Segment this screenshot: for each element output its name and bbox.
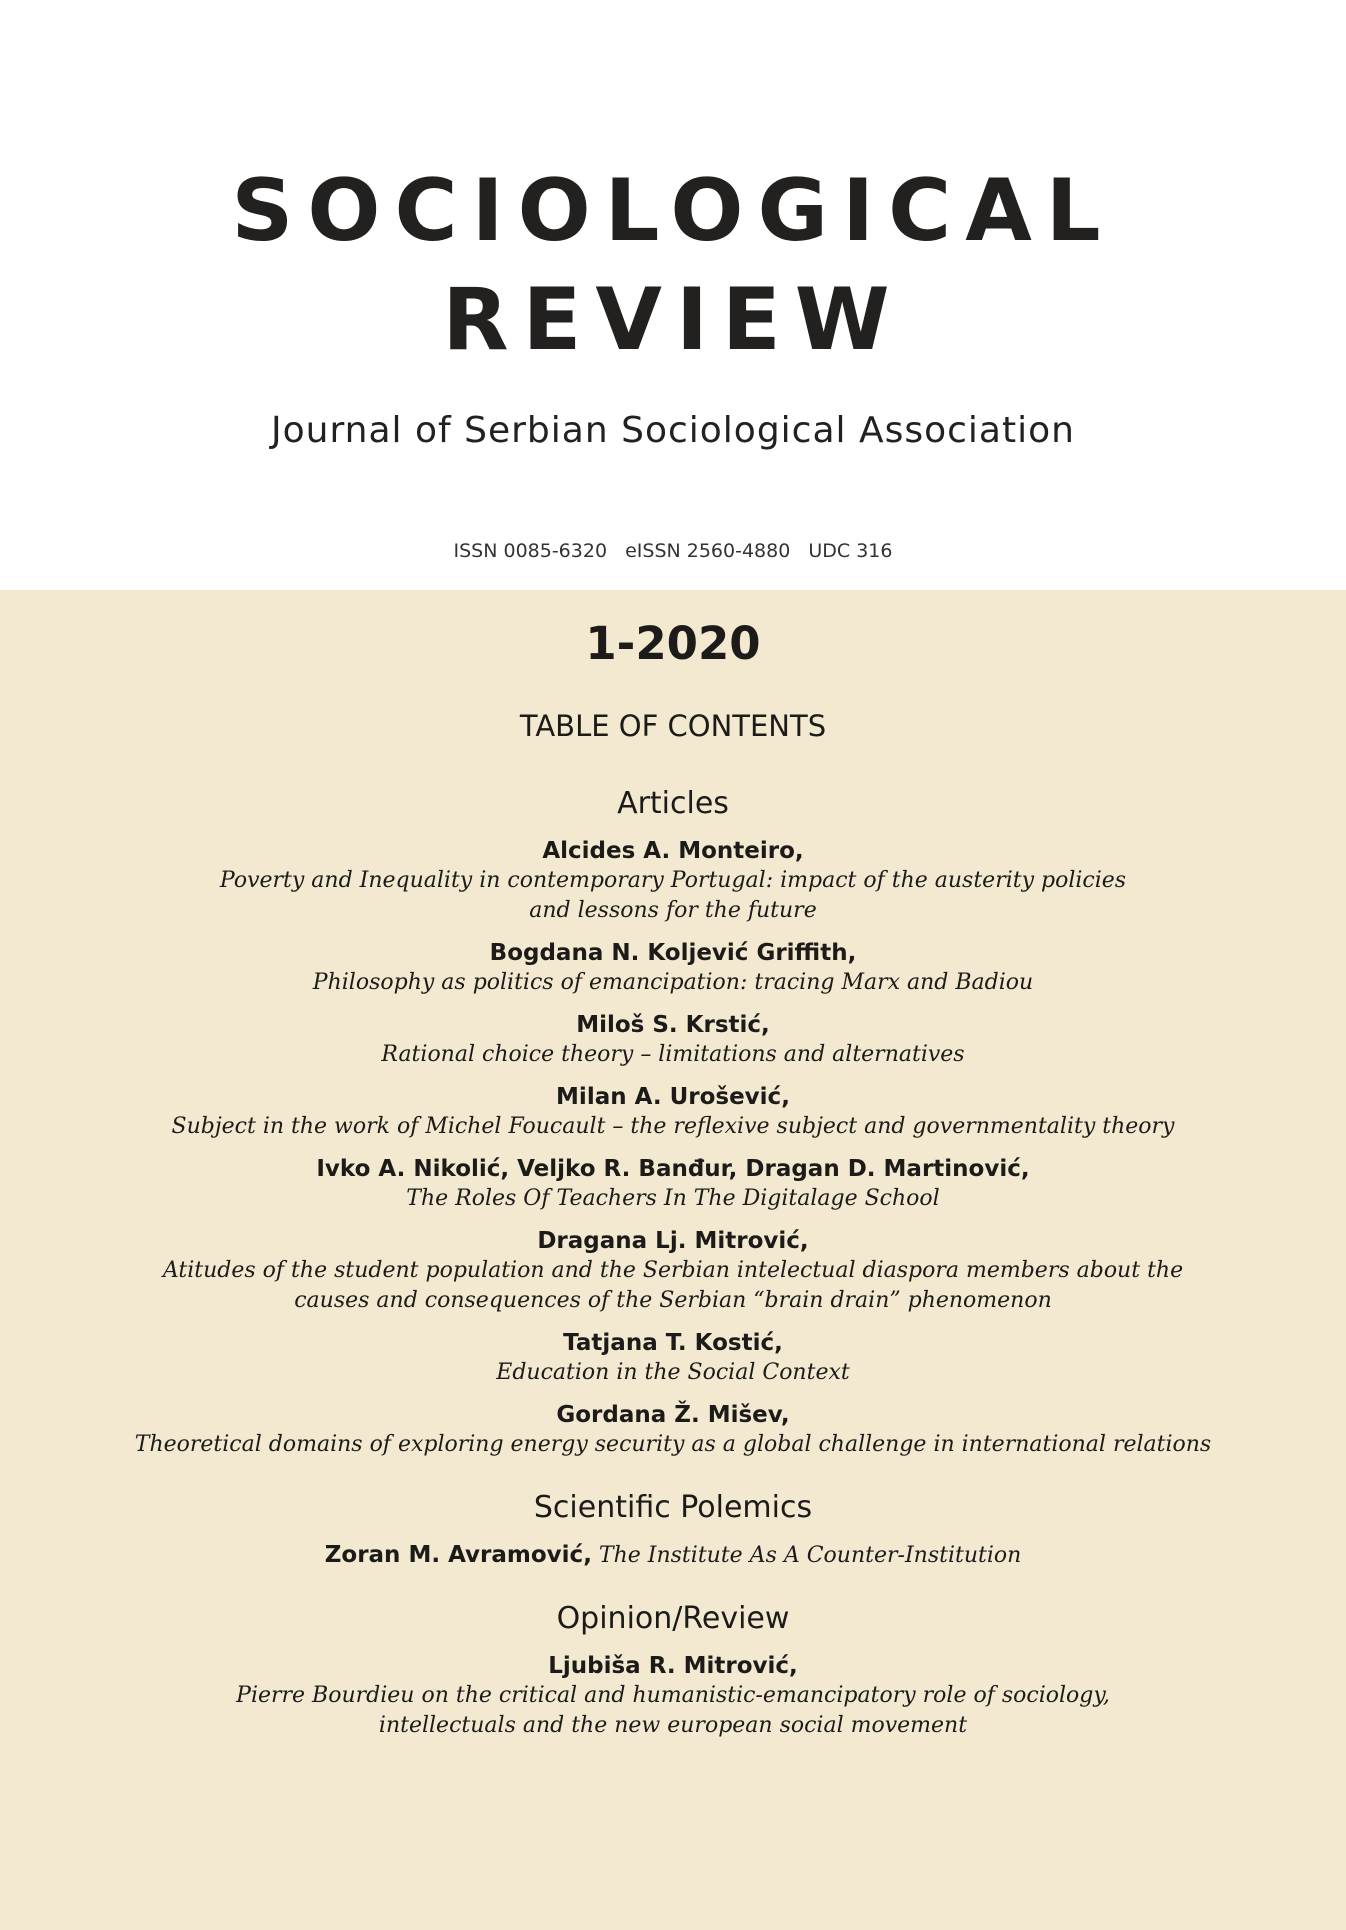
cover-header [0, 0, 1346, 590]
section-heading-opinion: Opinion/Review [556, 1601, 790, 1636]
opinion-title: Pierre Bourdieu on the critical and humanistic-emancipatory role of sociology, [236, 1683, 1110, 1708]
article-title: Theoretical domains of exploring energy security as a global challenge in international relations [134, 1432, 1212, 1457]
journal-subtitle: Journal of Serbian Sociological Association [271, 410, 1075, 451]
polemics-title: The Institute As A Counter-Institution [591, 1543, 1022, 1568]
article-title: The Roles Of Teachers In The Digitalage School [406, 1186, 940, 1211]
article-author: Miloš S. Krstić, [576, 1012, 770, 1038]
article-title: Subject in the work of Michel Foucault – the reflexive subject and governmentality theory [171, 1114, 1175, 1139]
article-entry [0, 938, 1346, 998]
article-entry [0, 1010, 1346, 1070]
issn: ISSN 0085-6320 [453, 540, 608, 562]
opinion-title-cont: intellectuals and the new european social movement [378, 1713, 968, 1738]
article-author: Milan A. Urošević, [556, 1084, 790, 1110]
issue-number: 1-2020 [585, 617, 761, 670]
identifiers [0, 540, 1346, 562]
article-title-cont: and lessons for the future [529, 898, 817, 923]
article-author: Bogdana N. Koljević Griffith, [489, 940, 857, 966]
opinion-entry [0, 1651, 1346, 1741]
section-heading-articles: Articles [617, 786, 729, 821]
table-of-contents [0, 786, 1346, 1753]
journal-title-line2: REVIEW [442, 270, 904, 370]
opinion-author: Ljubiša R. Mitrović, [548, 1653, 798, 1679]
toc-title: TABLE OF CONTENTS [519, 709, 827, 743]
article-title: Philosophy as politics of emancipation: tracing Marx and Badiou [312, 970, 1034, 995]
article-entry [0, 836, 1346, 926]
article-author: Dragana Lj. Mitrović, [537, 1228, 809, 1254]
polemics-entry [0, 1540, 1346, 1571]
article-author: Alcides A. Monteiro, [542, 838, 804, 864]
article-author: Gordana Ž. Mišev, [556, 1402, 790, 1428]
article-entry [0, 1154, 1346, 1214]
polemics-author: Zoran M. Avramović, [324, 1542, 592, 1568]
article-entry [0, 1226, 1346, 1316]
article-title-cont: causes and consequences of the Serbian “brain drain” phenomenon [294, 1288, 1052, 1313]
article-title: Education in the Social Context [496, 1360, 850, 1385]
journal-title-line1: SOCIOLOGICAL [231, 161, 1115, 261]
udc: UDC 316 [808, 540, 893, 562]
article-entry [0, 1400, 1346, 1460]
article-entry [0, 1328, 1346, 1388]
article-title: Atitudes of the student population and the Serbian intelectual diaspora members about the [162, 1258, 1184, 1283]
article-author: Tatjana T. Kostić, [563, 1330, 783, 1356]
article-title: Poverty and Inequality in contemporary Portugal: impact of the austerity policies [219, 868, 1127, 893]
article-entry [0, 1082, 1346, 1142]
article-title: Rational choice theory – limitations and alternatives [381, 1042, 965, 1067]
section-heading-polemics: Scientific Polemics [533, 1490, 813, 1525]
article-author: Ivko A. Nikolić, Veljko R. Banđur, Dragan D. Martinović, [316, 1156, 1030, 1182]
eissn: eISSN 2560-4880 [625, 540, 791, 562]
